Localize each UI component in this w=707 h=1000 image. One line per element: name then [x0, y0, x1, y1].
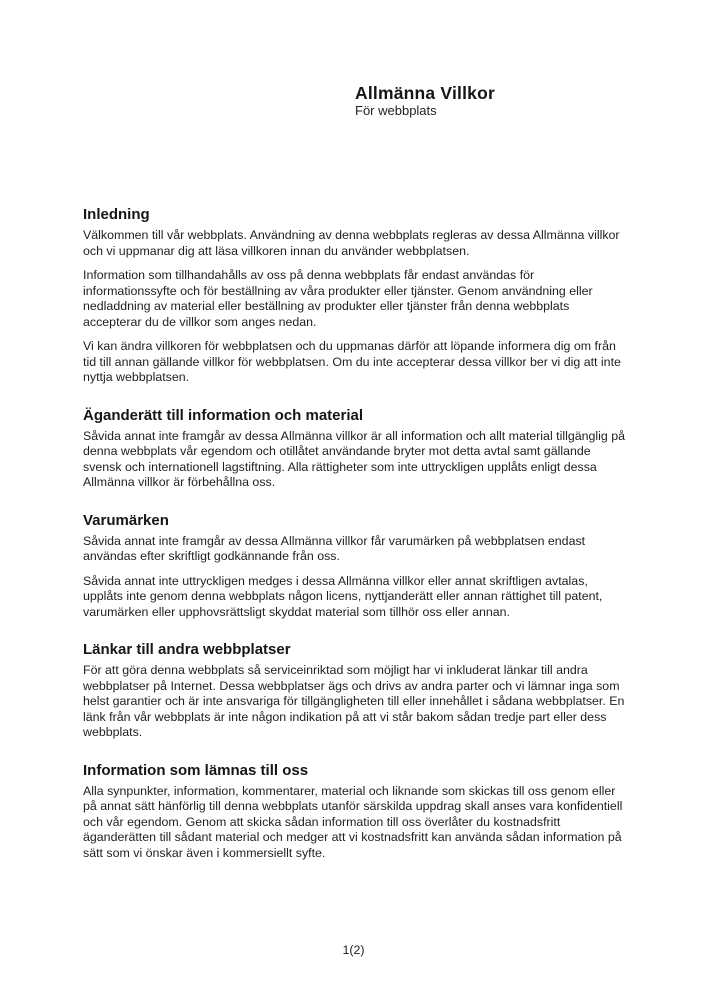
section-lankar	[83, 641, 631, 741]
paragraph: Välkommen till vår webbplats. Användning av denna webbplats regleras av dessa Allmänna villkor och vi uppmanar dig att läsa villkoren innan du använder webbplatsen.	[83, 228, 620, 258]
document-subtitle: För webbplats	[355, 103, 437, 118]
page-number: 1(2)	[342, 943, 365, 957]
section-heading: Äganderätt till information och material	[83, 406, 364, 424]
page-footer	[0, 941, 707, 959]
section-heading: Varumärken	[83, 511, 169, 529]
document-body	[83, 206, 631, 870]
paragraph: Vi kan ändra villkoren för webbplatsen och du uppmanas därför att löpande informera dig om från tid till annan gällande villkor för webbplatsen. Om du inte accepterar dessa villkor ber vi dig att inte nyttja webbplatsen.	[83, 339, 621, 384]
paragraph: Information som tillhandahålls av oss på denna webbplats får endast användas för informationssyfte och för beställning av våra produkter eller tjänster. Genom användning eller nedladdning av material eller beställning av produkter eller tjänster från denna webbplats accepterar du de villkor som anges nedan.	[83, 268, 593, 329]
section-inledning	[83, 206, 631, 386]
paragraph: Alla synpunkter, information, kommentarer, material och liknande som skickas till oss genom eller på annat sätt hänförlig till denna webbplats utanför särskilda uppdrag skall anses vara konfidentiell och vår egendom. Genom att skicka sådan information till oss överlåter du kostnadsfritt äganderätten till sådant material och medger att vi kostnadsfritt kan använda sådan information på sätt som vi önskar även i kommersiellt syfte.	[83, 783, 623, 860]
section-information-som-lamnas	[83, 762, 631, 862]
section-heading: Länkar till andra webbplatser	[83, 641, 291, 658]
section-heading: Inledning	[83, 206, 150, 223]
paragraph: För att göra denna webbplats så serviceinriktad som möjligt har vi inkluderat länkar till andra webbplatser på Internet. Dessa webbplatser ägs och drivs av andra parter och vi lämnar inga som helst garantier och är inte ansvariga för tillgängligheten till eller innehållet i sådana webbplatser. En länk från vår webbplats är inte någon indikation på att vi står bakom sådan tredje part eller dess webbplats.	[83, 663, 625, 739]
section-varumarken	[83, 512, 631, 621]
paragraph: Såvida annat inte framgår av dessa Allmänna villkor är all information och allt material tillgänglig på denna webbplats vår egendom och otillåtet användande bryter mot detta avtal samt gällande svensk och internationell lagstiftning. Alla rättigheter som inte uttryckligen upplåts enligt dessa Allmänna villkor är förbehållna oss.	[83, 428, 626, 489]
paragraph: Såvida annat inte framgår av dessa Allmänna villkor får varumärken på webbplatsen endast användas efter skriftligt godkännande från oss.	[83, 533, 586, 563]
document-title: Allmänna Villkor	[355, 83, 496, 103]
section-heading: Information som lämnas till oss	[83, 761, 309, 779]
paragraph: Såvida annat inte uttryckligen medges i dessa Allmänna villkor eller annat skriftligen avtalas, upplåts inte genom denna webbplats någon licens, nyttjanderätt eller annan rättighet till patent, varumärken eller upphovsrättsligt skyddat material som tillhör oss eller annan.	[83, 573, 603, 619]
document-header	[355, 83, 495, 119]
section-aganderatt	[83, 407, 631, 491]
